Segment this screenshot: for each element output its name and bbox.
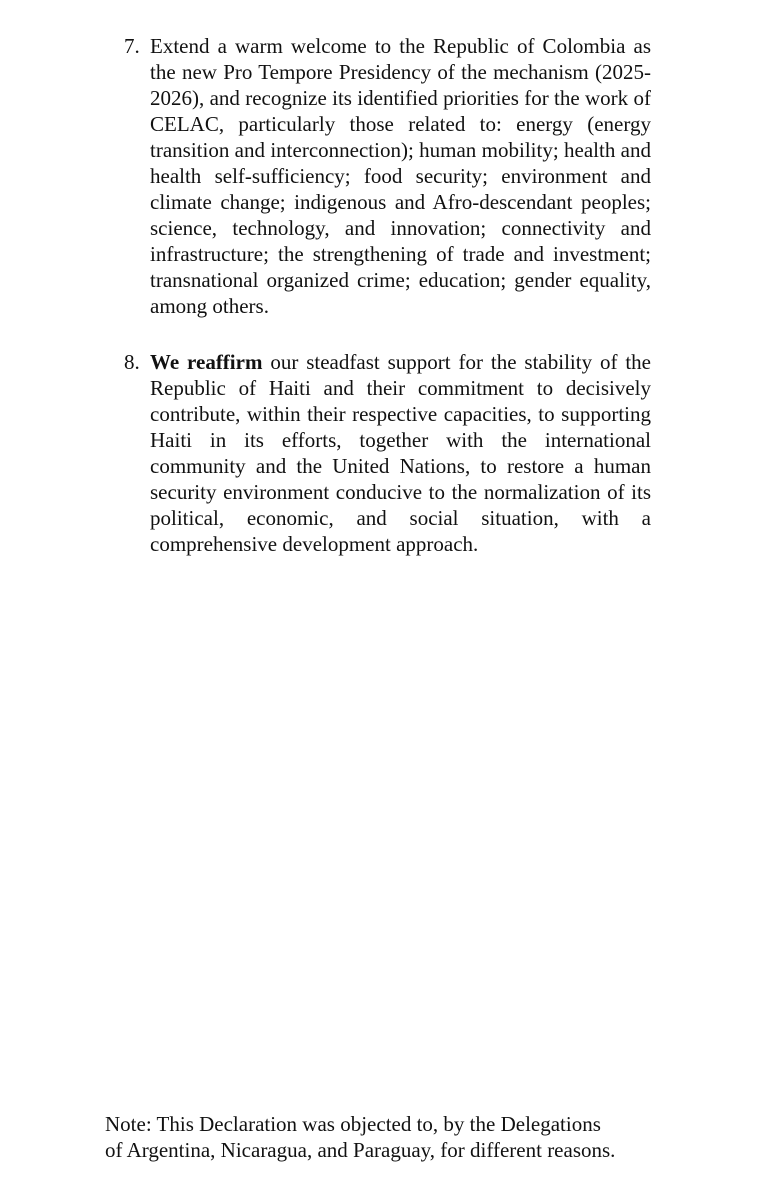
paragraph-item-8 [124, 349, 651, 557]
paragraph-item-7 [124, 33, 651, 319]
item-number: 7. [124, 34, 140, 58]
footnote-line-1: Note: This Declaration was objected to, by the Delegations [105, 1112, 601, 1136]
item-lead-bold: We reaffirm [150, 350, 263, 374]
item-text: Extend a warm welcome to the Republic of Colombia as the new Pro Tempore Presidency of the mechanism (2025-2026), and recognize its identified priorities for the work of CELAC, particularly those related to: energy (energy transition and interconnection); human mobility; health and health self-sufficiency; food security; environment and climate change; indigenous and Afro-descendant peoples; science, technology, and innovation; connectivity and infrastructure; the strengthening of trade and investment; transnational organized crime; education; gender equality, among others. [150, 34, 651, 318]
footnote-line-2: of Argentina, Nicaragua, and Paraguay, for different reasons. [105, 1138, 616, 1162]
footnote [105, 1111, 665, 1163]
item-number: 8. [124, 350, 140, 374]
item-text: our steadfast support for the stability of the Republic of Haiti and their commitment to decisively contribute, within their respective capacities, to supporting Haiti in its efforts, together with the international community and the United Nations, to restore a human security environment conducive to the normalization of its political, economic, and social situation, with a comprehensive development approach. [150, 350, 651, 556]
